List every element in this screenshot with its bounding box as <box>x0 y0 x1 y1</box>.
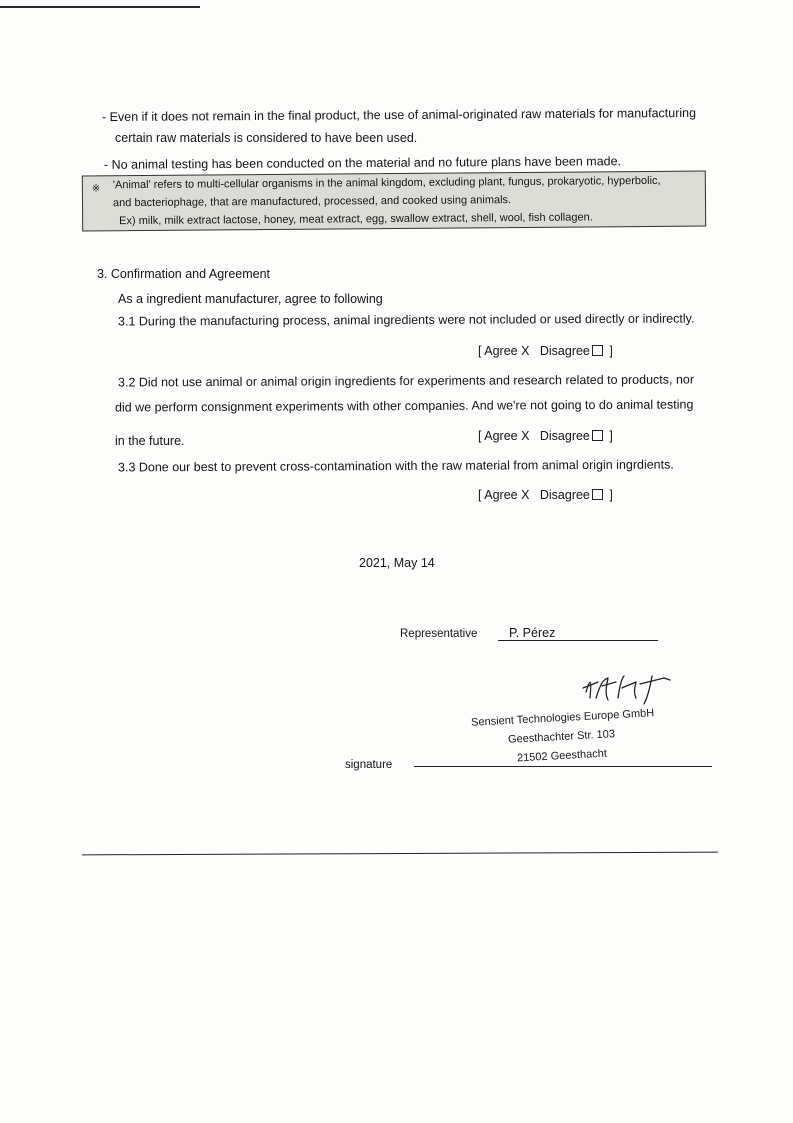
representative-name: P. Pérez <box>509 626 556 640</box>
company-stamp-line-2: Geesthachter Str. 103 <box>507 728 616 746</box>
company-stamp-line-3: 21502 Geesthacht <box>516 747 608 765</box>
section-subheading: As a ingredient manufacturer, agree to following <box>118 292 383 306</box>
clause-3-2-choice <box>478 429 613 443</box>
signature-line <box>414 766 712 767</box>
clause-3-2-text-line-3: in the future. <box>115 434 185 448</box>
disagree-option[interactable]: Disagree <box>539 344 590 358</box>
bracket-close: ] <box>609 488 613 502</box>
signature-label: signature <box>345 759 393 771</box>
clause-3-2-text-line-1: 3.2 Did not use animal or animal origin ingredients for experiments and research related to products, nor <box>117 372 695 390</box>
animal-definition-note <box>82 171 706 232</box>
section-heading: 3. Confirmation and Agreement <box>97 267 271 281</box>
representative-label: Representative <box>400 628 478 640</box>
disagree-checkbox[interactable] <box>592 489 603 500</box>
bracket-close: ] <box>609 344 613 358</box>
agree-option[interactable]: [ Agree X <box>478 344 530 358</box>
disagree-option[interactable]: Disagree <box>539 429 590 443</box>
clause-3-3-choice <box>478 488 613 502</box>
top-edge-rule <box>0 6 200 8</box>
representative-line <box>498 640 658 641</box>
disagree-checkbox[interactable] <box>592 345 603 356</box>
clause-3-2-text-line-2: did we perform consignment experiments with other companies. And we're not going to do animal testing <box>114 397 694 415</box>
disagree-option[interactable]: Disagree <box>539 488 590 502</box>
agree-option[interactable]: [ Agree X <box>478 488 530 502</box>
note-line-2: and bacteriophage, that are manufactured, processed, and cooked using animals. <box>112 194 512 210</box>
note-line-1: 'Animal' refers to multi-cellular organisms in the animal kingdom, excluding plant, fungus, prokaryotic, hyperbolic, <box>112 174 661 192</box>
company-stamp-line-1: Sensient Technologies Europe GmbH <box>470 707 655 729</box>
clause-3-1-choice <box>478 344 613 358</box>
clause-3-3-text: 3.3 Done our best to prevent cross-contamination with the raw material from animal origin ingrdients. <box>117 457 674 475</box>
bottom-divider <box>82 852 718 856</box>
bullet-1-line-1: - Even if it does not remain in the final product, the use of animal-originated raw materials for manufacturing <box>101 105 697 125</box>
note-reference-mark: ※ <box>91 183 101 195</box>
document-date: 2021, May 14 <box>359 556 435 570</box>
note-line-3: Ex) milk, milk extract lactose, honey, meat extract, egg, swallow extract, shell, wool, fish collagen. <box>119 211 593 228</box>
bullet-2: - No animal testing has been conducted on the material and no future plans have been made. <box>103 154 622 172</box>
bullet-1-line-2: certain raw materials is considered to have been used. <box>115 131 418 145</box>
agree-option[interactable]: [ Agree X <box>478 429 530 443</box>
disagree-checkbox[interactable] <box>592 430 603 441</box>
clause-3-1-text: 3.1 During the manufacturing process, animal ingredients were not included or used directly or indirectly. <box>117 311 695 329</box>
handwritten-signature <box>578 658 674 708</box>
bracket-close: ] <box>609 429 613 443</box>
